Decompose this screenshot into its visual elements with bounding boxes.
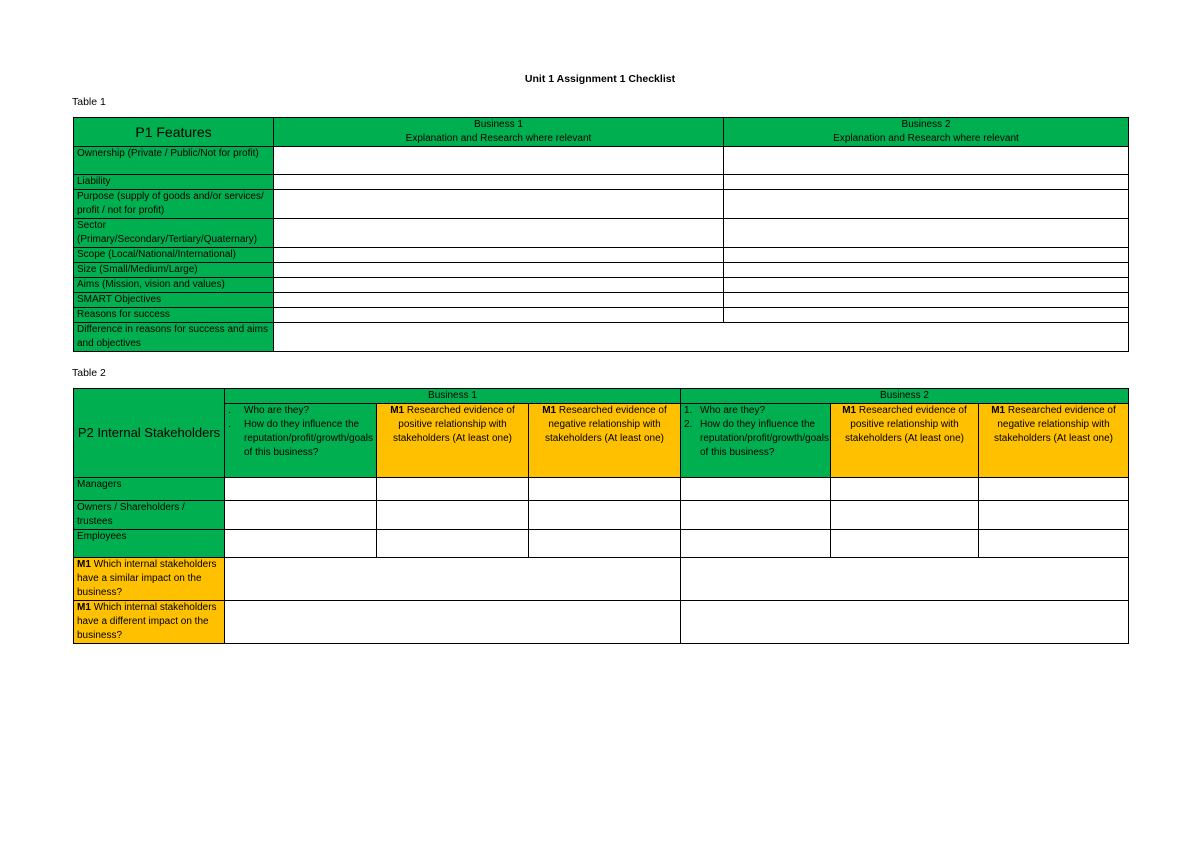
features-table: [73, 117, 1129, 352]
answer-cell[interactable]: [225, 530, 377, 558]
row-label-employees: Employees: [74, 530, 225, 558]
row-label-sector: Sector (Primary/Secondary/Tertiary/Quaternary): [74, 219, 274, 248]
m1-similar-impact-label: M1 Which internal stakeholders have a similar impact on the business?: [74, 558, 225, 601]
business2-cell[interactable]: [724, 263, 1129, 278]
row-label-smart-objectives: SMART Objectives: [74, 293, 274, 308]
row-label-difference: Difference in reasons for success and aims and objectives: [74, 323, 274, 352]
table1-caption: Table 1: [72, 96, 106, 108]
answer-cell[interactable]: [529, 478, 681, 501]
business1-header: Business 1: [225, 389, 681, 404]
business1-questions: . Who are they? . How do they influence the reputation/profit/growth/goals of this business?: [225, 404, 377, 478]
table2-caption: Table 2: [72, 367, 106, 379]
answer-cell[interactable]: [979, 478, 1129, 501]
business1-cell[interactable]: [274, 219, 724, 248]
m1-negative-header: M1 Researched evidence of negative relationship with stakeholders (At least one): [529, 404, 681, 478]
m1-negative-header: M1 Researched evidence of negative relationship with stakeholders (At least one): [979, 404, 1129, 478]
answer-cell[interactable]: [681, 530, 831, 558]
answer-cell[interactable]: [225, 478, 377, 501]
m1-positive-header: M1 Researched evidence of positive relationship with stakeholders (At least one): [831, 404, 979, 478]
business1-cell[interactable]: [274, 248, 724, 263]
merged-answer-cell[interactable]: [274, 323, 1129, 352]
row-label-owners: Owners / Shareholders / trustees: [74, 501, 225, 530]
business2-cell[interactable]: [724, 190, 1129, 219]
business1-cell[interactable]: [274, 293, 724, 308]
row-label-size: Size (Small/Medium/Large): [74, 263, 274, 278]
answer-cell[interactable]: [681, 501, 831, 530]
answer-cell[interactable]: [529, 501, 681, 530]
answer-cell[interactable]: [377, 501, 529, 530]
business2-header: Business 2 Explanation and Research where relevant: [724, 118, 1129, 147]
row-label-liability: Liability: [74, 175, 274, 190]
answer-cell[interactable]: [377, 530, 529, 558]
answer-cell[interactable]: [831, 501, 979, 530]
answer-cell[interactable]: [979, 501, 1129, 530]
row-label-managers: Managers: [74, 478, 225, 501]
business2-cell[interactable]: [724, 248, 1129, 263]
business2-cell[interactable]: [724, 219, 1129, 248]
business2-cell[interactable]: [724, 278, 1129, 293]
stakeholders-table: [73, 388, 1129, 644]
answer-cell[interactable]: [979, 530, 1129, 558]
row-label-scope: Scope (Local/National/International): [74, 248, 274, 263]
page-title: Unit 1 Assignment 1 Checklist: [524, 73, 676, 85]
answer-cell[interactable]: [225, 501, 377, 530]
business2-similar-cell[interactable]: [681, 558, 1129, 601]
business1-header: Business 1 Explanation and Research where relevant: [274, 118, 724, 147]
business2-questions: 1. Who are they? 2. How do they influence the reputation/profit/growth/goals of this business?: [681, 404, 831, 478]
p2-internal-stakeholders-header: P2 Internal Stakeholders: [74, 389, 225, 478]
row-label-purpose: Purpose (supply of goods and/or services/ profit / not for profit): [74, 190, 274, 219]
business2-cell[interactable]: [724, 175, 1129, 190]
m1-positive-header: M1 Researched evidence of positive relationship with stakeholders (At least one): [377, 404, 529, 478]
row-label-ownership: Ownership (Private / Public/Not for profit): [74, 147, 274, 175]
row-label-aims: Aims (Mission, vision and values): [74, 278, 274, 293]
business2-cell[interactable]: [724, 293, 1129, 308]
answer-cell[interactable]: [681, 478, 831, 501]
business1-cell[interactable]: [274, 190, 724, 219]
business1-cell[interactable]: [274, 278, 724, 293]
m1-different-impact-label: M1 Which internal stakeholders have a different impact on the business?: [74, 601, 225, 644]
business2-cell[interactable]: [724, 308, 1129, 323]
business2-cell[interactable]: [724, 147, 1129, 175]
business1-similar-cell[interactable]: [225, 558, 681, 601]
answer-cell[interactable]: [377, 478, 529, 501]
answer-cell[interactable]: [831, 530, 979, 558]
row-label-reasons-for-success: Reasons for success: [74, 308, 274, 323]
answer-cell[interactable]: [831, 478, 979, 501]
answer-cell[interactable]: [529, 530, 681, 558]
business1-cell[interactable]: [274, 147, 724, 175]
business1-cell[interactable]: [274, 175, 724, 190]
business2-header: Business 2: [681, 389, 1129, 404]
p1-features-header: P1 Features: [74, 118, 274, 147]
business1-cell[interactable]: [274, 263, 724, 278]
business1-different-cell[interactable]: [225, 601, 681, 644]
business2-different-cell[interactable]: [681, 601, 1129, 644]
business1-cell[interactable]: [274, 308, 724, 323]
